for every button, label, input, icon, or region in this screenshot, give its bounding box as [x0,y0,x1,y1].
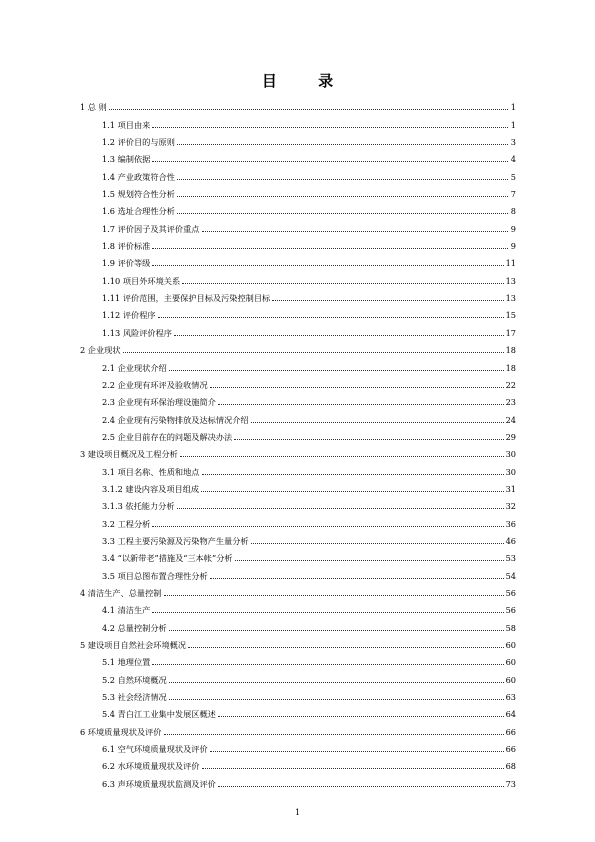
toc-entry-label: 1.5 规划符合性分析 [102,189,175,200]
toc-entry-label: 5.2 自然环境概况 [102,674,167,685]
toc-entry-label: 1.3 编制依据 [102,154,151,165]
toc-entry-label: 1.9 评价等级 [102,258,151,269]
dot-leader [251,422,504,423]
toc-entry-page: 22 [505,379,516,390]
toc-entry-label: 2.5 企业目前存在的问题及解决办法 [102,431,233,442]
toc-entry-page: 36 [505,518,516,529]
dot-leader [218,786,504,787]
toc-entry[interactable] [80,147,516,164]
toc-entry-label: 1.12 评价程序 [102,310,156,321]
toc-entry[interactable] [80,633,516,650]
toc-entry[interactable] [80,373,516,390]
toc-entry[interactable] [80,182,516,199]
dot-leader [218,716,504,717]
toc-entry[interactable] [80,685,516,702]
dot-leader [169,682,504,683]
toc-entry[interactable] [80,268,516,285]
dot-leader [177,508,504,509]
dot-leader [152,526,503,527]
toc-entry-label: 1.2 评价目的与原则 [102,137,175,148]
toc-entry[interactable] [80,95,516,112]
toc-entry-label: 3 建设项目概况及工程分析 [80,449,178,460]
dot-leader [169,370,504,371]
dot-leader [152,265,503,266]
dot-leader [174,335,504,336]
toc-entry-label: 2.3 企业现有环保治理设施简介 [102,397,216,408]
toc-entry-page: 60 [505,674,516,685]
toc-entry-label: 2.2 企业现有环评及验收情况 [102,379,208,390]
toc-entry[interactable] [80,667,516,684]
toc-entry[interactable] [80,719,516,736]
toc-entry-page: 56 [505,605,516,616]
toc-entry-page: 13 [505,293,516,304]
toc-entry-label: 1.10 项目外环境关系 [102,275,181,286]
dot-leader [164,734,504,735]
toc-entry-label: 5 建设项目自然社会环境概况 [80,640,187,650]
toc-entry-page: 1 [510,119,516,130]
toc-entry[interactable] [80,286,516,303]
toc-entry[interactable] [80,390,516,407]
toc-entry-page: 11 [505,258,516,269]
toc-entry-page: 30 [505,466,516,477]
toc-entry-label: 5.1 地理位置 [102,657,151,668]
table-of-contents [80,95,516,789]
toc-entry-page: 17 [505,327,516,338]
dot-leader [202,231,509,232]
toc-entry-label: 3.1 项目名称、性质和地点 [102,466,200,477]
dot-leader [272,300,503,301]
dot-leader [152,612,503,613]
toc-entry[interactable] [80,112,516,129]
toc-entry-label: 5.4 青白江工业集中发展区概述 [102,709,216,720]
toc-entry-label: 1.4 产业政策符合性 [102,171,175,182]
toc-entry-label: 1.13 风险评价程序 [102,327,172,338]
dot-leader [177,144,508,145]
toc-entry-page: 13 [505,275,516,286]
dot-leader [234,439,503,440]
toc-entry[interactable] [80,338,516,355]
toc-entry[interactable] [80,650,516,667]
toc-entry[interactable] [80,477,516,494]
toc-entry-label: 3.4 “以新带老”措施及“三本帐”分析 [102,553,233,564]
toc-entry-label: 3.1.3 依托能力分析 [102,501,175,512]
toc-entry-label: 5.3 社会经济情况 [102,692,167,703]
toc-entry-page: 7 [510,189,516,200]
toc-entry[interactable] [80,407,516,424]
toc-entry-page: 24 [505,414,516,425]
toc-entry[interactable] [80,216,516,233]
toc-entry-page: 9 [510,223,516,234]
toc-entry-page: 46 [505,535,516,546]
toc-entry-label: 3.3 工程主要污染源及污染物产生量分析 [102,535,249,546]
toc-entry-page: 18 [505,345,516,356]
toc-entry-label: 2.4 企业现有污染物排放及达标情况介绍 [102,414,249,425]
dot-leader [109,109,508,110]
dot-leader [210,387,504,388]
toc-entry-page: 60 [505,640,516,650]
dot-leader [177,213,508,214]
toc-title: 目 录 [261,72,352,90]
dot-leader [201,491,503,492]
toc-entry[interactable] [80,598,516,615]
toc-entry-page: 31 [505,483,516,494]
toc-entry[interactable] [80,615,516,632]
toc-entry-page: 3 [510,137,516,148]
toc-entry[interactable] [80,303,516,320]
toc-entry[interactable] [80,702,516,719]
toc-entry[interactable] [80,563,516,580]
toc-entry-page: 68 [505,761,516,772]
toc-entry[interactable] [80,234,516,251]
toc-entry[interactable] [80,442,516,459]
toc-entry-page: 32 [505,501,516,512]
toc-entry-page: 4 [510,154,516,165]
toc-entry-label: 4 清洁生产、总量控制 [80,587,162,598]
toc-entry-page: 56 [505,587,516,598]
toc-entry[interactable] [80,511,516,528]
page-number: 1 [294,808,301,817]
dot-leader [218,404,504,405]
dot-leader [188,647,504,648]
dot-leader [177,196,508,197]
dot-leader [164,595,504,596]
dot-leader [182,283,503,284]
toc-entry[interactable] [80,771,516,788]
toc-entry-page: 60 [505,657,516,668]
dot-leader [180,456,504,457]
toc-entry-label: 6 环境质量现状及评价 [80,726,162,737]
toc-entry-page: 53 [505,553,516,564]
toc-entry[interactable] [80,581,516,598]
toc-entry-page: 5 [510,171,516,182]
toc-entry-page: 66 [505,744,516,755]
dot-leader [169,630,504,631]
toc-entry-page: 58 [505,622,516,633]
dot-leader [152,127,508,128]
toc-entry[interactable] [80,320,516,337]
toc-entry[interactable] [80,529,516,546]
toc-entry-page: 8 [510,206,516,217]
toc-entry[interactable] [80,425,516,442]
toc-entry-label: 2.1 企业现状介绍 [102,362,167,373]
toc-entry-label: 1.6 选址合理性分析 [102,206,175,217]
toc-entry-page: 1 [510,102,516,113]
toc-entry-page: 63 [505,692,516,703]
toc-entry-label: 1 总 则 [80,102,107,113]
toc-entry-label: 2 企业现状 [80,345,121,356]
dot-leader [202,768,504,769]
toc-entry[interactable] [80,494,516,511]
toc-entry-label: 3.2 工程分析 [102,518,151,529]
toc-entry[interactable] [80,546,516,563]
toc-entry-label: 1.11 评价范围，主要保护目标及污染控制目标 [102,293,271,304]
toc-entry-page: 64 [505,709,516,720]
dot-leader [235,560,504,561]
dot-leader [177,179,508,180]
toc-entry-page: 66 [505,726,516,737]
toc-entry-page: 29 [505,431,516,442]
dot-leader [152,664,503,665]
toc-entry-label: 4.2 总量控制分析 [102,622,167,633]
toc-entry-label: 3.1.2 建设内容及项目组成 [102,483,200,494]
toc-entry-label: 6.1 空气环境质量现状及评价 [102,744,208,755]
toc-entry-label: 1.1 项目由来 [102,119,151,130]
toc-entry-page: 18 [505,362,516,373]
dot-leader [210,578,504,579]
toc-entry-label: 3.5 项目总图布置合理性分析 [102,570,208,581]
toc-entry-label: 6.2 水环境质量现状及评价 [102,761,200,772]
dot-leader [123,352,504,353]
toc-entry-label: 1.8 评价标准 [102,241,151,252]
dot-leader [169,699,504,700]
toc-entry-page: 23 [505,397,516,408]
dot-leader [152,161,508,162]
toc-entry[interactable] [80,737,516,754]
toc-entry-label: 4.1 清洁生产 [102,605,151,616]
toc-entry[interactable] [80,754,516,771]
toc-entry[interactable] [80,459,516,476]
toc-entry-page: 15 [505,310,516,321]
toc-entry-label: 1.7 评价因子及其评价重点 [102,223,200,234]
dot-leader [158,317,504,318]
toc-entry[interactable] [80,164,516,181]
toc-entry-page: 9 [510,241,516,252]
toc-entry-page: 54 [505,570,516,581]
toc-entry[interactable] [80,251,516,268]
toc-entry-label: 6.3 声环境质量现状监测及评价 [102,778,216,789]
toc-entry-page: 30 [505,449,516,460]
toc-entry[interactable] [80,199,516,216]
dot-leader [210,751,504,752]
toc-entry-page: 73 [505,778,516,789]
dot-leader [251,543,504,544]
dot-leader [202,474,504,475]
toc-entry[interactable] [80,130,516,147]
dot-leader [152,248,508,249]
toc-entry[interactable] [80,355,516,372]
